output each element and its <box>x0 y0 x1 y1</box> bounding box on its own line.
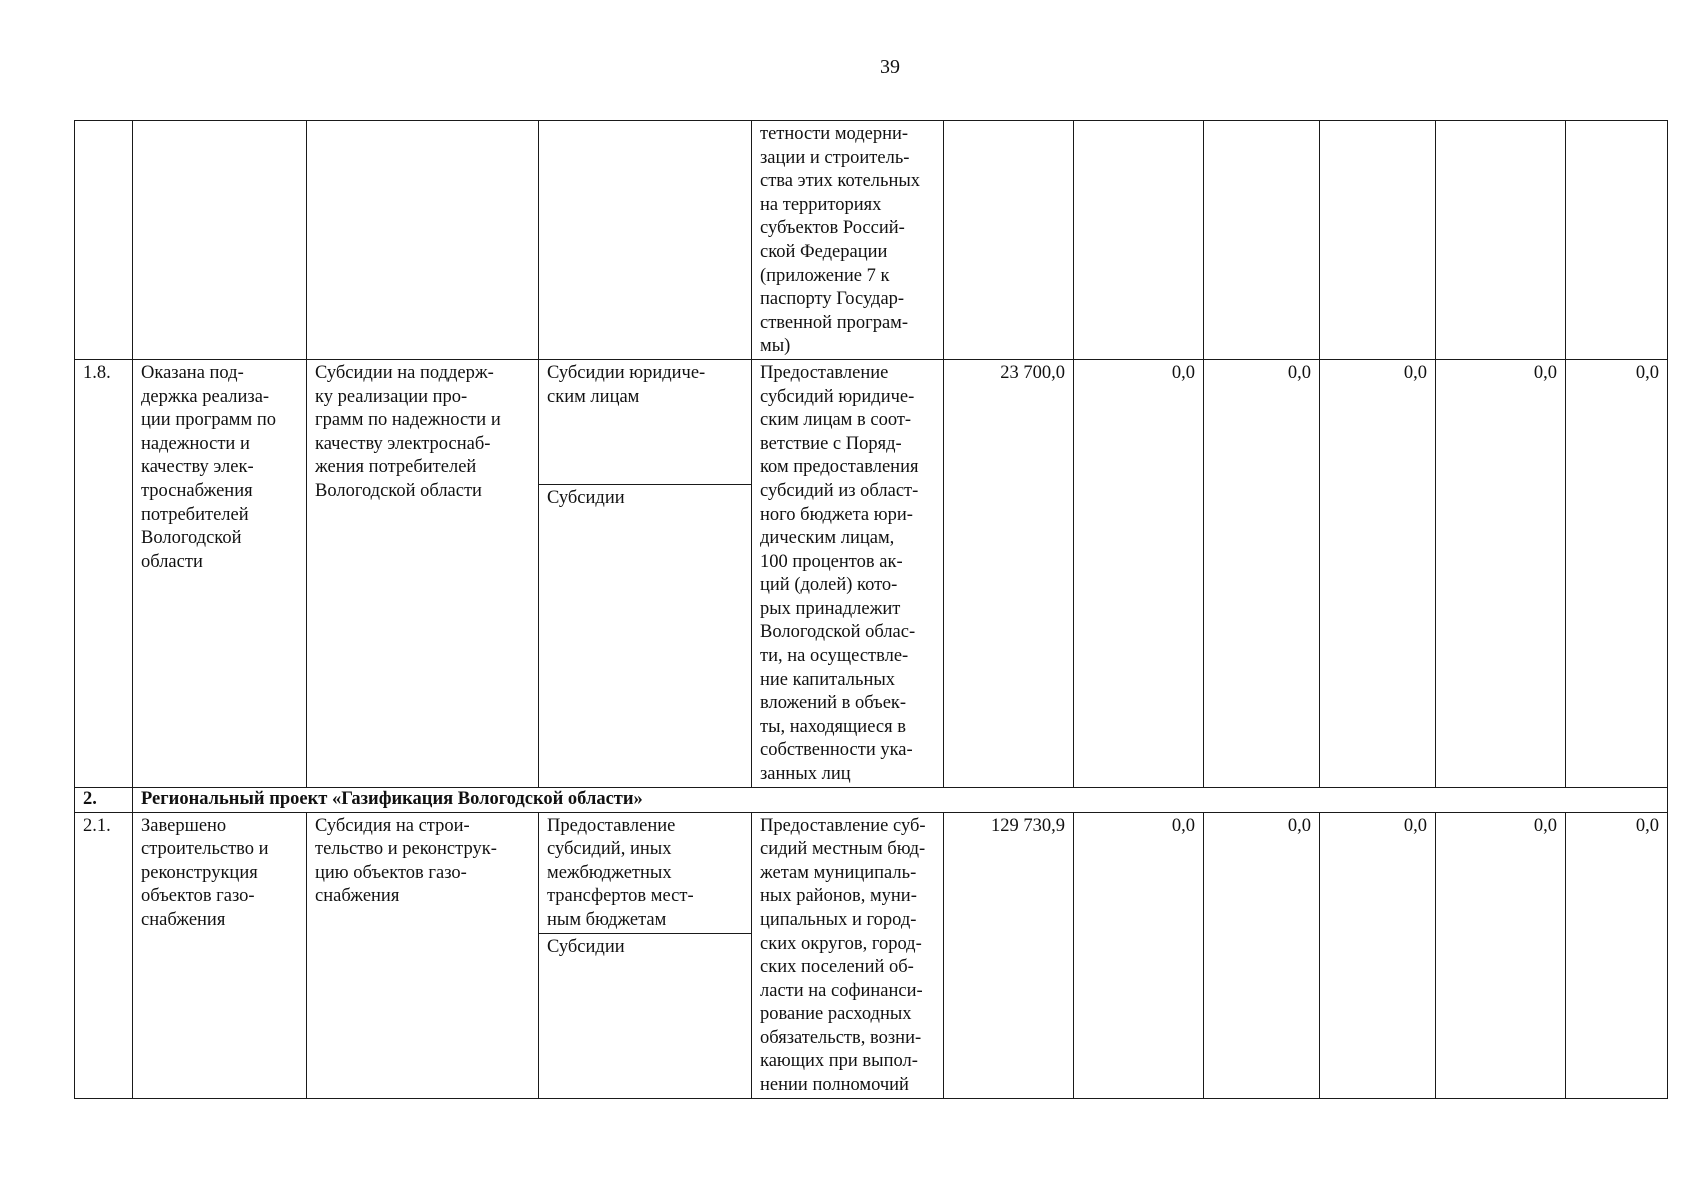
section-title: Региональный проект «Газификация Вологодской области» <box>133 787 1668 812</box>
page-number: 39 <box>880 56 900 78</box>
table-row-1-8 <box>75 359 1668 787</box>
type-bottom: Субсидии <box>547 936 625 957</box>
cell-value <box>1566 121 1668 360</box>
type-cell <box>539 812 752 1098</box>
value-cell: 0,0 <box>1320 359 1436 787</box>
row-number: 1.8. <box>75 359 133 787</box>
type-bottom: Субсидии <box>547 487 625 508</box>
measure-cell: Субсидии на поддерж- ку реализации про- грамм по надежности и качеству электроснаб- жения потребителей Вологодской области <box>307 359 539 787</box>
value-cell: 0,0 <box>1436 812 1566 1098</box>
type-cell <box>539 359 752 787</box>
value-cell: 23 700,0 <box>944 359 1074 787</box>
value-cell: 0,0 <box>1436 359 1566 787</box>
cell-value <box>1074 121 1204 360</box>
table-row-continuation <box>75 121 1668 360</box>
cell-value <box>1204 121 1320 360</box>
cell-value <box>1320 121 1436 360</box>
value-cell: 0,0 <box>1320 812 1436 1098</box>
value-cell: 0,0 <box>1204 812 1320 1098</box>
cell-value <box>1436 121 1566 360</box>
value-cell: 129 730,9 <box>944 812 1074 1098</box>
cell-type <box>539 121 752 360</box>
budget-table <box>74 120 1668 1099</box>
type-top: Предоставление субсидий, иных межбюджетных трансфертов мест- ным бюджетам <box>539 813 751 934</box>
purpose-cell: Предоставление суб- сидий местным бюд- жетам муниципаль- ных районов, муни- ципальных и город- ских округов, город- ских поселений об- ласти на софинанси- рование расходных обязательств, возни- кающих при выпол- нении полномочий <box>752 812 944 1098</box>
value-cell: 0,0 <box>1074 812 1204 1098</box>
cell-measure <box>307 121 539 360</box>
measure-cell: Субсидия на строи- тельство и реконструк- цию объектов газо- снабжения <box>307 812 539 1098</box>
cell-value <box>944 121 1074 360</box>
purpose-cell: Предоставление субсидий юридиче- ским лицам в соот- ветствие с Поряд- ком предоставления субсидий из област- ного бюджета юри- дическим лицам, 100 процентов ак- ций (долей) кото- рых принадлежит Вологодской облас- ти, на осуществле- ние капитальных вложений в объек- ты, находящиеся в собственности ука- занных лиц <box>752 359 944 787</box>
cell-num <box>75 121 133 360</box>
cell-purpose: тетности модерни- зации и строитель- ства этих котельных на территориях субъектов Россий- ской Федерации (приложение 7 к паспорту Государ- ственной програм- мы) <box>752 121 944 360</box>
table-row-2-1 <box>75 812 1668 1098</box>
value-cell: 0,0 <box>1074 359 1204 787</box>
result-cell: Оказана под- держка реализа- ции программ по надежности и качеству элек- троснабжения потребителей Вологодской области <box>133 359 307 787</box>
section-number: 2. <box>75 787 133 812</box>
result-cell: Завершено строительство и реконструкция объектов газо- снабжения <box>133 812 307 1098</box>
table-row-section-2 <box>75 787 1668 812</box>
cell-result <box>133 121 307 360</box>
value-cell: 0,0 <box>1566 359 1668 787</box>
value-cell: 0,0 <box>1566 812 1668 1098</box>
row-number: 2.1. <box>75 812 133 1098</box>
type-top: Субсидии юридиче- ским лицам <box>539 360 751 485</box>
value-cell: 0,0 <box>1204 359 1320 787</box>
